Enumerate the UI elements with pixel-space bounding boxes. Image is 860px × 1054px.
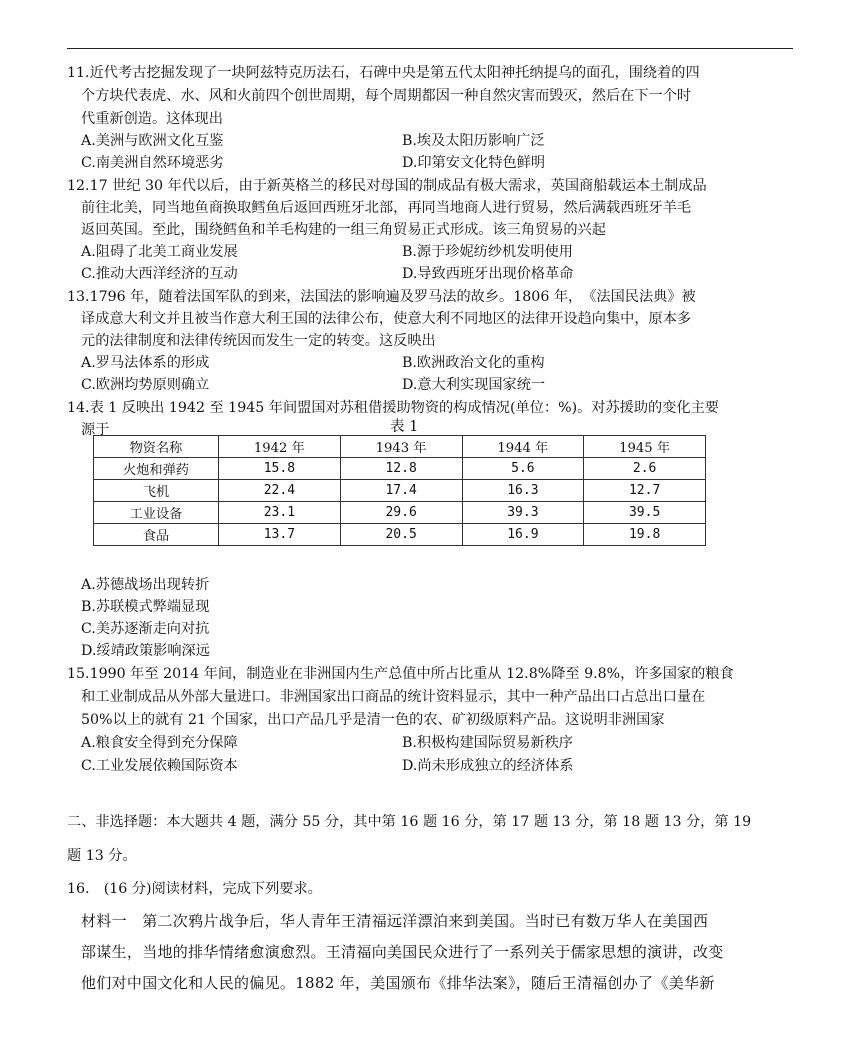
q12-line-3: 返回英国。至此，围绕鳕鱼和羊毛构建的一组三角贸易正式形成。该三角贸易的兴起: [81, 222, 606, 238]
q16-material-line-3: 他们对中国文化和人民的偏见。1882 年，美国颁布《排华法案》，随后王清福创办了《美华新: [81, 974, 715, 992]
q12-line-1: 12.17 世纪 30 年代以后，由于新英格兰的移民对母国的制成品有极大需求，英国商船载运本土制成品: [67, 178, 707, 194]
table-cell: 飞机: [94, 480, 219, 502]
q11-line-3: 代重新创造。这体现出: [81, 111, 223, 127]
table-row: [94, 524, 706, 546]
table-header-row: [94, 436, 706, 458]
q13-option-a: A.罗马法体系的形成: [81, 355, 210, 371]
q15-line-2: 和工业制成品从外部大量进口。非洲国家出口商品的统计资料显示，其中一种产品出口占总出口量在: [81, 689, 706, 705]
q13-line-1: 13.1796 年，随着法国军队的到来，法国法的影响遍及罗马法的故乡。1806 年， 《法国民法典》被: [67, 289, 696, 305]
table-header-cell: 1945 年: [584, 436, 706, 458]
table-cell: 23.1: [219, 502, 341, 524]
q12-option-a: A.阻碍了北美工商业发展: [81, 244, 238, 260]
table-cell: 17.4: [340, 480, 462, 502]
q12-option-b: B.源于珍妮纺纱机发明使用: [402, 244, 573, 260]
q11-option-d: D.印第安文化特色鲜明: [402, 155, 546, 171]
q15-line-3: 50%以上的就有 21 个国家，出口产品几乎是清一色的农、矿初级原料产品。这说明非洲国家: [81, 712, 665, 728]
table-cell: 16.9: [462, 524, 584, 546]
section-2-heading: 二、非选择题：本大题共 4 题，满分 55 分，其中第 16 题 16 分，第 17 题 13 分，第 18 题 13 分，第 19: [67, 814, 752, 830]
q13-option-d: D.意大利实现国家统一: [402, 377, 546, 393]
table-header-cell: 物资名称: [94, 436, 219, 458]
table-cell: 12.8: [340, 458, 462, 480]
table-cell: 食品: [94, 524, 219, 546]
table-row: [94, 502, 706, 524]
q16-header: 16. (16 分)阅读材料，完成下列要求。: [67, 881, 322, 897]
table-cell: 工业设备: [94, 502, 219, 524]
header-rule: [67, 48, 793, 49]
table-cell: 13.7: [219, 524, 341, 546]
section-2-heading-cont: 题 13 分。: [67, 848, 137, 864]
table-cell: 5.6: [462, 458, 584, 480]
q14-option-b: B.苏联模式弊端显现: [81, 599, 210, 615]
q11-option-a: A.美洲与欧洲文化互鉴: [81, 133, 224, 149]
table-cell: 火炮和弹药: [94, 458, 219, 480]
q14-option-c: C.美苏逐渐走向对抗: [81, 621, 210, 637]
table-cell: 2.6: [584, 458, 706, 480]
table-caption: 表 1: [390, 419, 419, 435]
q11-line-1: 11.近代考古挖掘发现了一块阿兹特克历法石，石碑中央是第五代太阳神托纳提乌的面孔，围绕着的四: [67, 65, 700, 81]
q12-option-d: D.导致西班牙出现价格革命: [402, 266, 574, 282]
table-row: [94, 480, 706, 502]
q15-option-b: B.积极构建国际贸易新秩序: [402, 735, 573, 751]
q13-line-3: 元的法律制度和法律传统因而发生一定的转变。这反映出: [81, 333, 436, 349]
q13-line-2: 译成意大利文并且被当作意大利王国的法律公布，使意大利不同地区的法律开设趋向集中，原本多: [81, 311, 692, 327]
q15-option-c: C.工业发展依赖国际资本: [81, 758, 238, 774]
table-header-cell: 1943 年: [340, 436, 462, 458]
q14-option-d: D.绥靖政策影响深远: [81, 643, 210, 659]
q12-option-c: C.推动大西洋经济的互动: [81, 266, 238, 282]
q15-option-d: D.尚未形成独立的经济体系: [402, 758, 574, 774]
q11-line-2: 个方块代表虎、水、风和火前四个创世周期，每个周期都因一种自然灾害而毁灭，然后在下一个时: [81, 88, 692, 104]
q14-option-a: A.苏德战场出现转折: [81, 577, 210, 593]
table-cell: 16.3: [462, 480, 584, 502]
table-cell: 20.5: [340, 524, 462, 546]
aid-table: [93, 435, 706, 546]
q14-line-1: 14.表 1 反映出 1942 至 1945 年间盟国对苏租借援助物资的构成情况(单位：%)。对苏援助的变化主要: [67, 400, 719, 416]
q16-material-line-2: 部谋生，当地的排华情绪愈演愈烈。王清福向美国民众进行了一系列关于儒家思想的演讲，改变: [81, 943, 724, 961]
q11-option-c: C.南美洲自然环境恶劣: [81, 155, 224, 171]
table-cell: 39.5: [584, 502, 706, 524]
q16-material-line-1: 材料一 第二次鸦片战争后，华人青年王清福远洋漂泊来到美国。当时已有数万华人在美国西: [81, 912, 709, 930]
q11-option-b: B.埃及太阳历影响广泛: [402, 133, 545, 149]
table-cell: 19.8: [584, 524, 706, 546]
q14-line-2: 源于: [81, 422, 110, 438]
table-header-cell: 1942 年: [219, 436, 341, 458]
q13-option-b: B.欧洲政治文化的重构: [402, 355, 545, 371]
table-header-cell: 1944 年: [462, 436, 584, 458]
q15-option-a: A.粮食安全得到充分保障: [81, 735, 238, 751]
table-cell: 15.8: [219, 458, 341, 480]
q13-option-c: C.欧洲均势原则确立: [81, 377, 210, 393]
table-cell: 29.6: [340, 502, 462, 524]
q15-line-1: 15.1990 年至 2014 年间，制造业在非洲国内生产总值中所占比重从 12.8%降至 9.8%，许多国家的粮食: [67, 666, 734, 682]
table-cell: 39.3: [462, 502, 584, 524]
table-row: [94, 458, 706, 480]
table-cell: 12.7: [584, 480, 706, 502]
table-cell: 22.4: [219, 480, 341, 502]
q12-line-2: 前往北美，同当地鱼商换取鳕鱼后返回西班牙北部，再同当地商人进行贸易，然后满载西班牙羊毛: [81, 200, 692, 216]
